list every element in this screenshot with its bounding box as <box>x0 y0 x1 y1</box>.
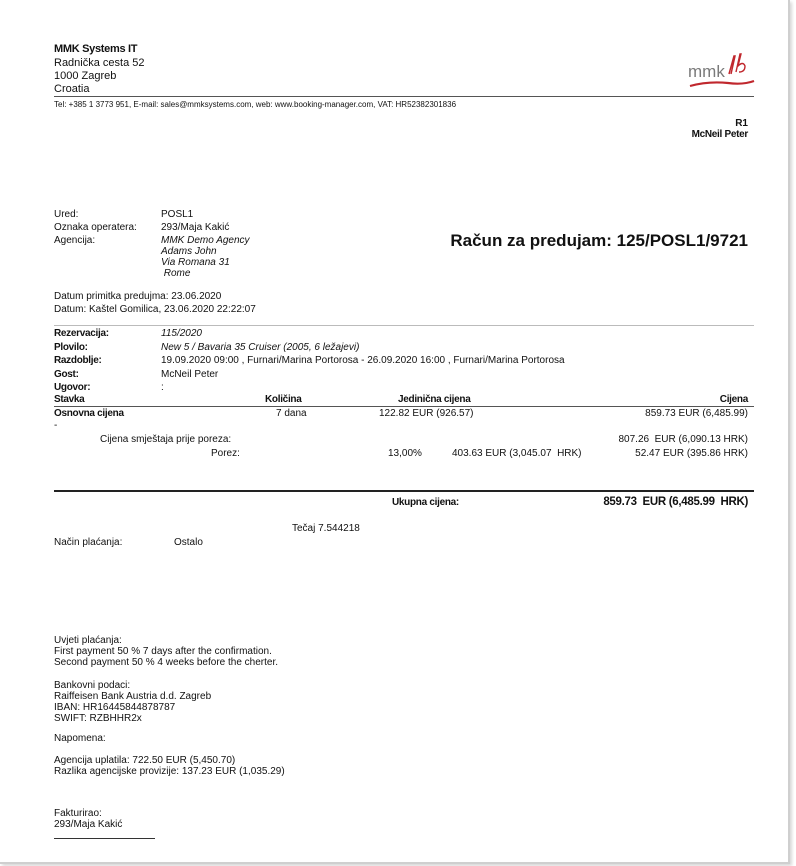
vessel-label: Plovilo: <box>54 342 88 353</box>
reservation-divider <box>54 325 754 326</box>
agency-line: Rome <box>161 268 191 279</box>
contract-label: Ugovor: <box>54 382 91 393</box>
row-quantity: 7 dana <box>276 408 307 419</box>
row-unit-price: 122.82 EUR (926.57) <box>379 408 474 419</box>
operator-label: Oznaka operatera: <box>54 222 137 233</box>
row-item: Osnovna cijena <box>54 408 124 419</box>
invoice-date: Datum: Kaštel Gomilica, 23.06.2020 22:22:07 <box>54 304 256 315</box>
recipient-name: McNeil Peter <box>691 129 748 140</box>
agency-commission: Razlika agencijske provizije: 137.23 EUR (1,035.29) <box>54 766 285 777</box>
total-divider <box>54 490 754 492</box>
agency-label: Agencija: <box>54 235 96 246</box>
exchange-rate: Tečaj 7.544218 <box>292 523 360 534</box>
company-country: Croatia <box>54 83 90 95</box>
row-dash: - <box>54 420 58 431</box>
bank-iban: IBAN: HR16445844878787 <box>54 702 176 713</box>
reservation-label: Rezervacija: <box>54 328 109 339</box>
bank-swift: SWIFT: RZBHHR2x <box>54 713 142 724</box>
invoice-title: Račun za predujam: 125/POSL1/9721 <box>450 231 748 250</box>
signature-line <box>54 838 155 839</box>
tax-value: 52.47 EUR (395.86 HRK) <box>635 448 748 459</box>
table-header-item: Stavka <box>54 394 85 405</box>
table-header-unit-price: Jedinična cijena <box>398 394 471 405</box>
table-header-quantity: Količina <box>265 394 302 405</box>
guest-label: Gost: <box>54 369 79 380</box>
company-name: MMK Systems IT <box>54 43 138 55</box>
reservation-value: 115/2020 <box>161 328 202 339</box>
row-price: 859.73 EUR (6,485.99) <box>645 408 748 419</box>
header-divider <box>54 96 754 97</box>
receipt-date: Datum primitka predujma: 23.06.2020 <box>54 291 222 302</box>
agency-line: Via Romana 31 <box>161 257 230 268</box>
period-value: 19.09.2020 09:00 , Furnari/Marina Portorosa - 26.09.2020 16:00 , Furnari/Marina Portorosa <box>161 355 565 366</box>
company-street: Radnička cesta 52 <box>54 57 145 69</box>
tax-base: 403.63 EUR (3,045.07 HRK) <box>452 448 582 459</box>
table-header-price: Cijena <box>719 394 748 405</box>
terms-line: First payment 50 % 7 days after the confirmation. <box>54 646 272 657</box>
pre-tax-label: Cijena smještaja prije poreza: <box>100 434 232 445</box>
vessel-value: New 5 / Bavaria 35 Cruiser (2005, 6 ležajevi) <box>161 342 360 353</box>
logo-text: mmk <box>688 62 725 81</box>
agency-line: Adams John <box>161 246 217 257</box>
contract-value: : <box>161 382 164 393</box>
company-contact-line: Tel: +385 1 3773 951, E-mail: sales@mmksystems.com, web: www.booking-manager.com, VAT: HR52382301836 <box>54 100 457 109</box>
operator-value: 293/Maja Kakić <box>161 222 230 233</box>
total-value: 859.73 EUR (6,485.99 HRK) <box>603 496 748 508</box>
company-city: 1000 Zagreb <box>54 70 117 82</box>
office-label: Ured: <box>54 209 79 220</box>
bank-name: Raiffeisen Bank Austria d.d. Zagreb <box>54 691 212 702</box>
issuer-name: 293/Maja Kakić <box>54 819 123 830</box>
tax-rate: 13,00% <box>388 448 422 459</box>
total-label: Ukupna cijena: <box>392 497 459 508</box>
period-label: Razdoblje: <box>54 355 102 366</box>
table-header-divider <box>54 406 754 407</box>
terms-line: Second payment 50 % 4 weeks before the cherter. <box>54 657 279 668</box>
agency-paid: Agencija uplatila: 722.50 EUR (5,450.70) <box>54 755 236 766</box>
pre-tax-value: 807.26 EUR (6,090.13 HRK) <box>618 434 748 445</box>
tax-label: Porez: <box>211 448 240 459</box>
logo-mark-icon <box>688 50 756 90</box>
bank-label: Bankovni podaci: <box>54 680 131 691</box>
recipient-code: R1 <box>735 118 748 129</box>
payment-method-value: Ostalo <box>174 537 203 548</box>
office-value: POSL1 <box>161 209 194 220</box>
payment-method-label: Način plaćanja: <box>54 537 123 548</box>
note-label: Napomena: <box>54 733 106 744</box>
guest-value: McNeil Peter <box>161 369 219 380</box>
issuer-label: Fakturirao: <box>54 808 102 819</box>
terms-label: Uvjeti plaćanja: <box>54 635 122 646</box>
agency-line: MMK Demo Agency <box>161 235 250 246</box>
company-logo <box>688 50 756 90</box>
